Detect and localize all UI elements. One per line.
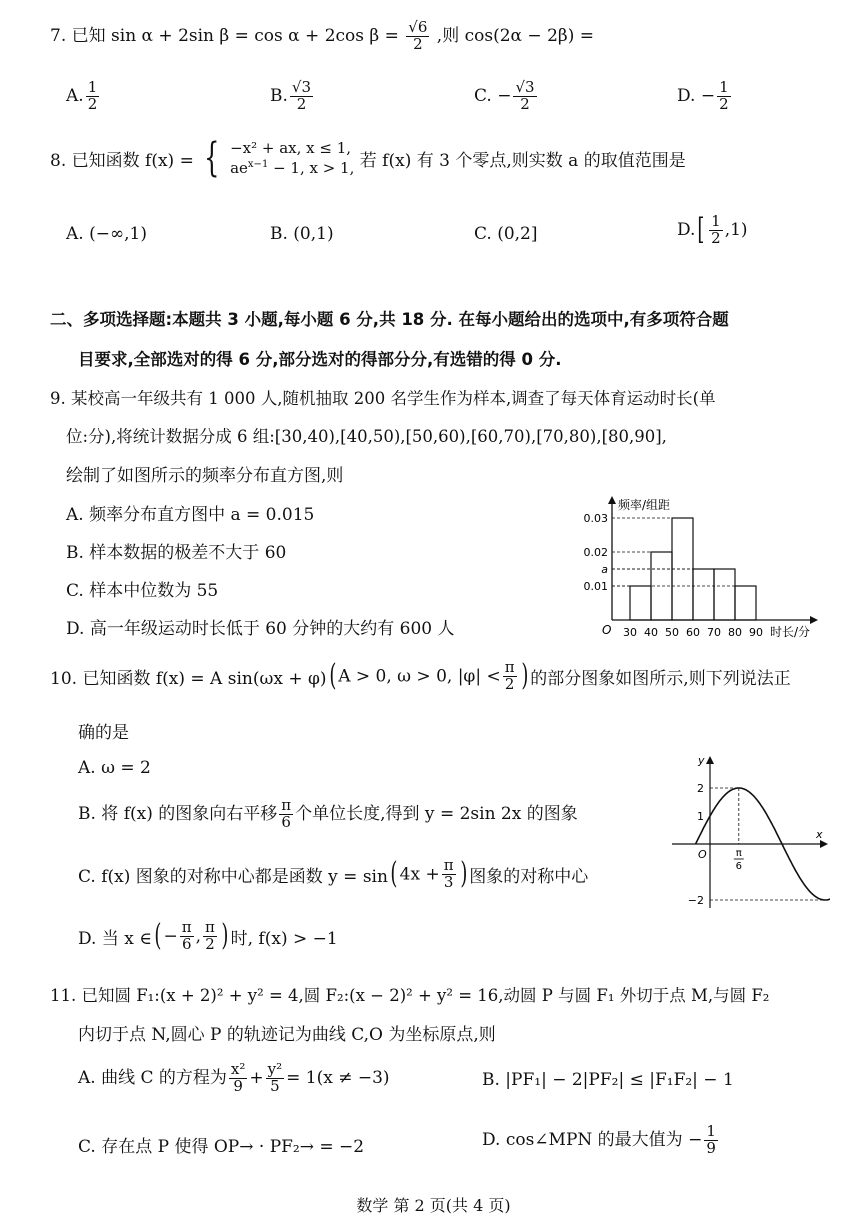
q9-line1: 9. 某校高一年级共有 1 000 人,随机抽取 200 名学生作为样本,调查了每天体育运动时长(单 bbox=[50, 389, 716, 408]
y-tick-label: 0.01 bbox=[583, 580, 608, 593]
q8-option-a: A. (−∞,1) bbox=[66, 224, 147, 244]
q9-option-b: B. 样本数据的极差不大于 60 bbox=[66, 543, 287, 563]
y-tick-label: −2 bbox=[687, 894, 704, 907]
y-tick-label: 0.03 bbox=[583, 512, 608, 525]
section2-heading-line1: 二、多项选择题:本题共 3 小题,每小题 6 分,共 18 分. 在每小题给出的选项中,有多项符合题 bbox=[50, 310, 729, 329]
histogram-bar bbox=[714, 569, 735, 620]
q11-option-b: B. |PF₁| − 2|PF₂| ≤ |F₁F₂| − 1 bbox=[482, 1070, 734, 1090]
x-tick-label: 80 bbox=[728, 626, 742, 639]
x-tick-label: 90 bbox=[749, 626, 763, 639]
x-tick-label-den: 6 bbox=[735, 861, 742, 872]
q8-option-b: B. (0,1) bbox=[270, 224, 334, 244]
q7-option-a: A. $\frac{1}{2}$ bbox=[66, 78, 98, 113]
section2-heading-line2: 目要求,全部选对的得 6 分,部分选对的得部分分,有选错的得 0 分. bbox=[78, 350, 562, 369]
x-tick-label-num: π bbox=[735, 848, 742, 859]
x-axis-label: x bbox=[816, 828, 823, 841]
q7-option-d: D. − $\frac{1}{2}$ bbox=[677, 78, 729, 113]
q9-line3: 绘制了如图所示的频率分布直方图,则 bbox=[66, 466, 344, 486]
histogram-bar bbox=[693, 569, 714, 620]
y-tick-label: 1 bbox=[697, 810, 704, 823]
x-tick-label: 50 bbox=[665, 626, 679, 639]
histogram-bar bbox=[735, 586, 756, 620]
q8-option-c: C. (0,2] bbox=[474, 224, 538, 244]
q9-option-a: A. 频率分布直方图中 a = 0.015 bbox=[66, 505, 315, 525]
q9-option-c: C. 样本中位数为 55 bbox=[66, 581, 219, 601]
q9-line2: 位:分),将统计数据分成 6 组:[30,40),[40,50),[50,60),[60,70),[70,80),[80,90], bbox=[66, 427, 667, 446]
page-footer: 数学 第 2 页(共 4 页) bbox=[356, 1196, 511, 1215]
y-axis-arrow bbox=[608, 496, 616, 504]
q9-option-d: D. 高一年级运动时长低于 60 分钟的大约有 600 人 bbox=[66, 619, 455, 639]
q8-option-d: D.[ $\frac{1}{2}$ ,1) bbox=[677, 212, 748, 248]
x-axis-arrow bbox=[810, 616, 818, 624]
q8-brace: { bbox=[204, 135, 220, 182]
q11-option-a: A. 曲线 C 的方程为 $\frac{\text{x²}}{9}$ + $\frac{\text{y²}}{5}$ = 1(x ≠ −3) bbox=[78, 1060, 390, 1095]
q7-stem-fraction: $\frac{√6}{2}$ bbox=[408, 18, 428, 53]
x-axis-label: 时长/分 bbox=[770, 625, 811, 639]
y-axis-label: y bbox=[698, 754, 705, 767]
y-tick-label: a bbox=[601, 563, 608, 576]
q8-stem: 8. 已知函数 f(x) = { −x² + ax, x ≤ 1, $ae^{x-1} - 1$, x > 1, 若 f(x) 有 3 个零点,则实数 a 的取值范围是 bbox=[50, 135, 686, 182]
q11-option-d: D. cos∠MPN 的最大值为 − $\frac{1}{9}$ bbox=[482, 1122, 716, 1157]
q8-cases: −x² + ax, x ≤ 1, $ae^{x-1} - 1$, x > 1, bbox=[230, 139, 355, 178]
q7-option-b: B. $\frac{√3}{2}$ bbox=[270, 78, 312, 113]
x-tick-label: 40 bbox=[644, 626, 658, 639]
x-tick-label: 60 bbox=[686, 626, 700, 639]
q11-line2: 内切于点 N,圆心 P 的轨迹记为曲线 C,O 为坐标原点,则 bbox=[78, 1025, 496, 1045]
q10-option-a: A. ω = 2 bbox=[78, 758, 151, 778]
q7-option-c: C. − $\frac{√3}{2}$ bbox=[474, 78, 535, 113]
x-axis-arrow bbox=[820, 840, 828, 848]
y-axis-arrow bbox=[706, 756, 714, 764]
q11-option-c: C. 存在点 P 使得 OP→ · PF₂→ = −2 bbox=[78, 1137, 365, 1157]
origin-label: O bbox=[602, 623, 612, 637]
q10-option-d: D. 当 x ∈( − $\frac{\pi}{6}$ , $\frac{\pi}{2}$ ) 时, f(x) > −1 bbox=[78, 918, 338, 954]
q10-stem-cont: 确的是 bbox=[78, 723, 129, 743]
q10-option-c: C. f(x) 图象的对称中心都是函数 y = sin( 4x + $\frac{\pi}{3}$ ) 图象的对称中心 bbox=[78, 856, 589, 892]
histogram-chart bbox=[570, 492, 830, 642]
y-tick-label: 0.02 bbox=[583, 546, 608, 559]
sine-graph bbox=[670, 752, 830, 912]
q10-stem: 10. 已知函数 f(x) = A sin(ωx + φ)( A > 0, ω > 0, |φ| < $\frac{\pi}{2}$ ) 的部分图象如图所示,则下列说法正 bbox=[50, 658, 791, 694]
histogram-bar bbox=[630, 586, 651, 620]
q11-line1: 11. 已知圆 F₁:(x + 2)² + y² = 4,圆 F₂:(x − 2)² + y² = 16,动圆 P 与圆 F₁ 外切于点 M,与圆 F₂ bbox=[50, 986, 770, 1005]
x-tick-label: 70 bbox=[707, 626, 721, 639]
y-axis-label: 频率/组距 bbox=[618, 498, 671, 512]
y-tick-label: 2 bbox=[697, 782, 704, 795]
q10-option-b: B. 将 f(x) 的图象向右平移 $\frac{\pi}{6}$ 个单位长度,得到 y = 2sin 2x 的图象 bbox=[78, 796, 578, 831]
origin-label: O bbox=[698, 848, 707, 861]
x-tick-label: 30 bbox=[623, 626, 637, 639]
q7-stem: 7. 已知 sin α + 2sin β = cos α + 2cos β = $\frac{√6}{2}$ ,则 cos(2α − 2β) = bbox=[50, 18, 594, 53]
